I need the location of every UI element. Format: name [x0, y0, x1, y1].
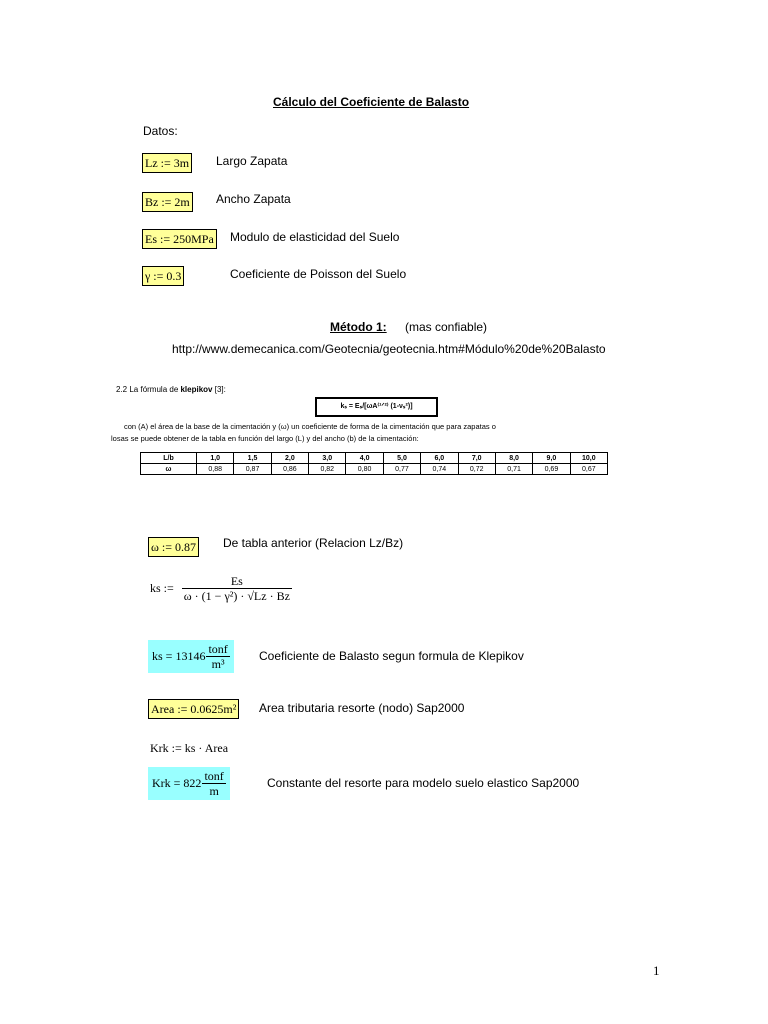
table-cell: 4,0 [346, 453, 383, 464]
es-input: Es := 250MPa [142, 229, 217, 249]
table-cell: 0,77 [383, 464, 420, 475]
krk-unit-num: tonf [204, 769, 224, 783]
table-cell: 5,0 [383, 453, 420, 464]
krk-definition: Krk := ks · Area [150, 741, 229, 755]
omega-description: De tabla anterior (Relacion Lz/Bz) [223, 536, 404, 550]
datos-label: Datos: [143, 124, 178, 138]
omega-input: ω := 0.87 [148, 537, 199, 557]
klepikov-heading [116, 385, 226, 394]
klepikov-desc-1: con (A) el área de la base de la cimentación y (ω) un coeficiente de forma de la cimentación que para zapatas o [124, 422, 496, 431]
table-cell: 6,0 [421, 453, 458, 464]
lz-description: Largo Zapata [216, 154, 288, 168]
table-cell: 2,0 [271, 453, 308, 464]
table-cell: 7,0 [458, 453, 495, 464]
klepikov-table [140, 452, 608, 475]
klepikov-heading-post: [3]: [212, 385, 226, 394]
metodo-note: (mas confiable) [405, 320, 488, 334]
ks-unit-num: tonf [208, 642, 228, 656]
table-cell: 0,82 [309, 464, 346, 475]
table-cell: 0,88 [197, 464, 234, 475]
ks-description: Coeficiente de Balasto segun formula de Klepikov [259, 649, 524, 663]
table-cell: 9,0 [533, 453, 570, 464]
ks-def-fraction [182, 574, 292, 603]
es-description: Modulo de elasticidad del Suelo [230, 230, 400, 244]
klepikov-desc-2: losas se puede obtener de la tabla en función del largo (L) y del ancho (b) de la cimentación: [111, 434, 419, 443]
krk-description: Constante del resorte para modelo suelo elastico Sap2000 [267, 776, 580, 790]
krk-unit-den: m [209, 784, 219, 798]
krk-result-value: Krk = 822 [152, 776, 202, 790]
page-number: 1 [653, 963, 660, 978]
bz-input: Bz := 2m [142, 192, 193, 212]
klepikov-heading-pre: 2.2 La fórmula de [116, 385, 181, 394]
klepikov-formula: kₛ = Eₛ/[ωA⁽¹ᐟ²⁾ (1-νₛ²)] [315, 397, 438, 417]
page-title: Cálculo del Coeficiente de Balasto [273, 95, 470, 109]
ks-def-lhs: ks := [150, 581, 174, 595]
gamma-input: γ := 0.3 [142, 266, 184, 286]
ks-unit-den: m³ [211, 657, 225, 671]
bz-description: Ancho Zapata [216, 192, 291, 206]
metodo-url[interactable]: http://www.demecanica.com/Geotecnia/geotecnia.htm#Módulo%20de%20Balasto [172, 342, 606, 356]
area-input: Area := 0.0625m² [148, 699, 239, 719]
ks-def-numerator: Es [182, 574, 292, 589]
table-cell: 0,71 [495, 464, 532, 475]
table-cell: 1,5 [234, 453, 271, 464]
table-cell: 0,74 [421, 464, 458, 475]
area-description: Area tributaria resorte (nodo) Sap2000 [259, 701, 465, 715]
ks-def-denominator: ω · (1 − γ²) · √Lz · Bz [183, 589, 290, 603]
table-cell: L/b [141, 453, 197, 464]
lz-input: Lz := 3m [142, 153, 192, 173]
table-cell: 0,86 [271, 464, 308, 475]
table-cell: 0,87 [234, 464, 271, 475]
ks-definition [150, 574, 292, 603]
krk-result-unit [202, 769, 225, 798]
table-cell: 0,69 [533, 464, 570, 475]
ks-result [148, 640, 234, 673]
table-cell: 3,0 [309, 453, 346, 464]
klepikov-table-value-row [141, 464, 608, 475]
gamma-description: Coeficiente de Poisson del Suelo [230, 267, 407, 281]
klepikov-heading-bold: klepikov [180, 385, 213, 394]
table-cell: 0,67 [570, 464, 607, 475]
ks-result-unit [206, 642, 229, 671]
table-cell: 1,0 [197, 453, 234, 464]
klepikov-table-header-row [141, 453, 608, 464]
table-cell: 0,80 [346, 464, 383, 475]
krk-result [148, 767, 230, 800]
metodo-label: Método 1: [330, 320, 387, 334]
table-cell: ω [141, 464, 197, 475]
table-cell: 0,72 [458, 464, 495, 475]
table-cell: 10,0 [570, 453, 607, 464]
table-cell: 8,0 [495, 453, 532, 464]
ks-result-value: ks = 13146 [152, 649, 206, 663]
